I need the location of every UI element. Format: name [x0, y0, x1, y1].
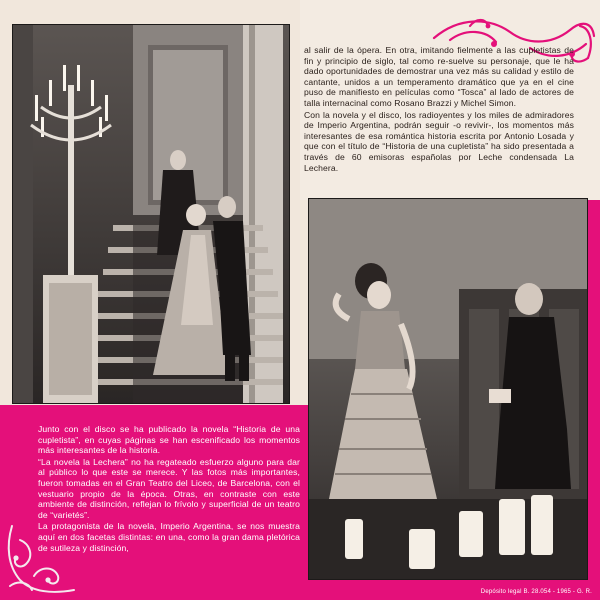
paragraph: Junto con el disco se ha publicado la novela “Historia de una cupletista”, en cuyas páginas se han escenificado los momentos más interesantes de la historia. — [38, 424, 300, 456]
photo-staircase-scene — [12, 24, 290, 404]
paragraph: al salir de la ópera. En otra, imitando fielmente a las cupletistas de fin y principio de siglo, tal como re-suelve su personaje, que le ha dado oportunidades de demostrar una vez más su calidad y estilo de cantante, unidos a un temperamento dramático que ya en el cine puso de manifiesto en películas como “Tosca” al lado de actores de talla internacinal como Rosano Brazzi y Michel Simon. — [304, 45, 574, 108]
paragraph: La protagonista de la novela, Imperio Argentina, se nos muestra aquí en dos facetas distintas: en una, como la gran dama pletórica de sutileza y distinción, — [38, 521, 300, 553]
paragraph: “La novela la Lechera” no ha regateado esfuerzo alguno para dar al público lo que este se merece. Y las fotos más importantes, fueron tomadas en el Gran Teatro del Liceo, de Barcelona, con el vestuario propio de la época. Otras, en contraste con este ambiente de distinción, reflejan lo frívolo y superficial de un teatro de “varietés”. — [38, 456, 300, 520]
legal-deposit-note: Depósito legal B. 28.054 - 1965 - G. R. — [480, 589, 592, 595]
photo-stage-scene — [308, 198, 588, 580]
article-text-top — [304, 45, 574, 174]
article-text-bottom — [38, 424, 300, 554]
paragraph: Con la novela y el disco, los radioyentes y los miles de admiradores de Imperio Argentina, podrán seguir -o revivir-, los momentos más interesantes de esa romántica historia escrita por Antonio Losada y que con el título de “Historia de una cupletista” ha sido presentada a través de 60 emisoras españolas por Leche condensada La Lechera. — [304, 109, 574, 173]
